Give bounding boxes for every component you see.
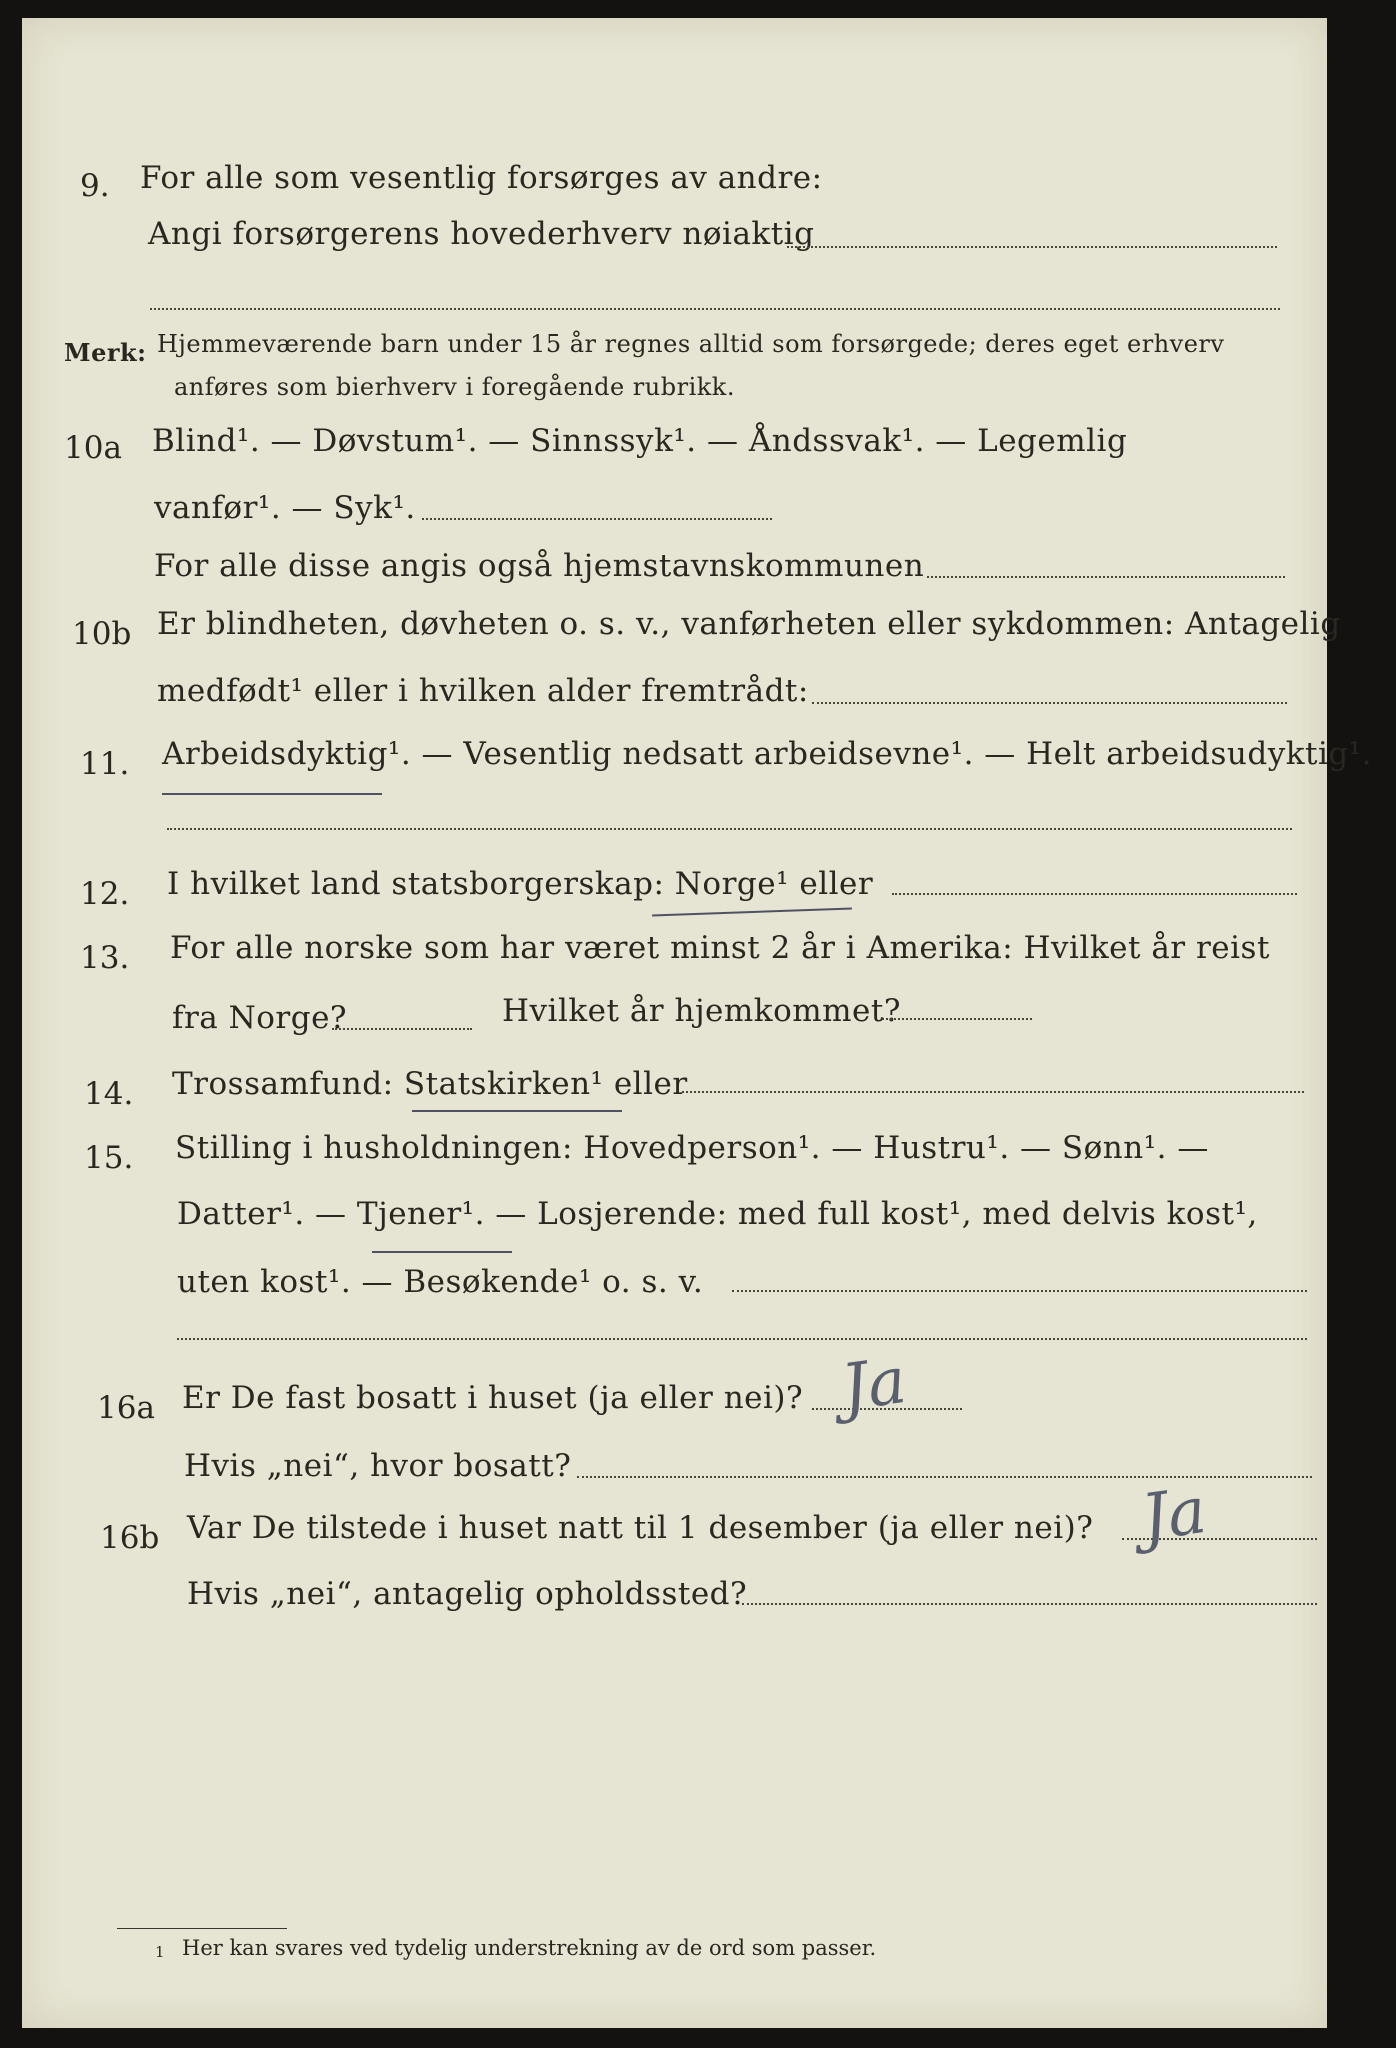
census-form-page [22, 18, 1373, 2028]
question-16b-line2: Hvis „nei“, antagelig opholdssted? [187, 1576, 748, 1612]
question-15-answer-line2[interactable] [177, 1338, 1307, 1340]
merk-label: Merk: [64, 338, 147, 367]
question-10b-line2: medfødt¹ eller i hvilken alder fremtrådt: [157, 673, 809, 709]
norge-pen-underline [652, 908, 852, 917]
question-15-answer-line[interactable] [732, 1290, 1307, 1292]
footnote-mark: 1 [155, 1943, 165, 1961]
question-11-line1: Arbeidsdyktig¹. — Vesentlig nedsatt arbeidsevne¹. — Helt arbeidsudyktig¹. [162, 736, 1373, 772]
question-13-line1: For alle norske som har været minst 2 år i Amerika: Hvilket år reist [170, 930, 1270, 966]
question-16a-bosatt-line[interactable] [577, 1476, 1312, 1478]
question-14-answer-line[interactable] [682, 1091, 1304, 1093]
question-9-line1: For alle som vesentlig forsørges av andre: [140, 160, 823, 196]
question-10b-line1: Er blindheten, døvheten o. s. v., vanførheten eller sykdommen: Antagelig [157, 606, 1341, 642]
question-12-answer-line[interactable] [892, 893, 1297, 895]
question-16a-number: 16a [97, 1390, 155, 1426]
question-10a-number: 10a [64, 430, 122, 466]
question-9-answer-line[interactable] [787, 246, 1277, 248]
footnote-rule [117, 1928, 287, 1929]
question-14-number: 14. [84, 1076, 134, 1112]
question-9-number: 9. [80, 168, 110, 204]
question-15-line3: uten kost¹. — Besøkende¹ o. s. v. [177, 1264, 704, 1300]
statskirken-pen-underline [412, 1110, 622, 1112]
question-14-line1: Trossamfund: Statskirken¹ eller [172, 1066, 688, 1102]
question-10b-number: 10b [72, 616, 132, 652]
question-13-line2b: Hvilket år hjemkommet? [502, 993, 901, 1029]
question-10a-line3: For alle disse angis også hjemstavnskommunen [154, 548, 925, 584]
question-15-line1: Stilling i husholdningen: Hovedperson¹. — Hustru¹. — Sønn¹. — [175, 1130, 1209, 1166]
question-12-line1: I hvilket land statsborgerskap: Norge¹ eller [167, 866, 874, 902]
question-16a-line1: Er De fast bosatt i huset (ja eller nei)? [182, 1380, 804, 1416]
question-16b-opholdssted-line[interactable] [742, 1603, 1317, 1605]
question-10a-line2: vanfør¹. — Syk¹. [154, 490, 416, 526]
footnote-text: Her kan svares ved tydelig understrekning av de ord som passer. [182, 1936, 877, 1960]
question-9-line2: Angi forsørgerens hovederhverv nøiaktig [148, 216, 815, 252]
question-10a-hometown-line[interactable] [927, 576, 1285, 578]
question-11-number: 11. [80, 746, 130, 782]
question-13-reist-line[interactable] [332, 1028, 472, 1030]
question-10a-line1: Blind¹. — Døvstum¹. — Sinnssyk¹. — Åndssvak¹. — Legemlig [152, 423, 1128, 459]
arbeidsdyktig-pen-underline [162, 793, 382, 795]
question-15-line2: Datter¹. — Tjener¹. — Losjerende: med full kost¹, med delvis kost¹, [177, 1196, 1258, 1232]
tjener-pen-underline [372, 1251, 512, 1253]
question-9-answer-line2[interactable] [150, 308, 1280, 310]
question-16a-handwritten-answer: Ja [837, 1343, 911, 1427]
question-16b-handwritten-answer: Ja [1137, 1473, 1211, 1557]
question-13-hjemkommet-line[interactable] [882, 1018, 1032, 1020]
question-10b-answer-line[interactable] [812, 702, 1287, 704]
question-10a-answer-line[interactable] [422, 518, 772, 520]
question-16b-number: 16b [100, 1520, 160, 1556]
question-15-number: 15. [84, 1140, 134, 1176]
question-16a-line2: Hvis „nei“, hvor bosatt? [184, 1448, 572, 1484]
question-12-number: 12. [80, 876, 130, 912]
question-11-answer-line[interactable] [167, 828, 1292, 830]
merk-line2: anføres som bierhverv i foregående rubrikk. [174, 373, 735, 401]
question-13-line2a: fra Norge? [172, 1000, 348, 1036]
merk-line1: Hjemmeværende barn under 15 år regnes alltid som forsørgede; deres eget erhverv [157, 330, 1225, 358]
question-16b-line1: Var De tilstede i huset natt til 1 desember (ja eller nei)? [187, 1510, 1094, 1546]
question-13-number: 13. [80, 940, 130, 976]
